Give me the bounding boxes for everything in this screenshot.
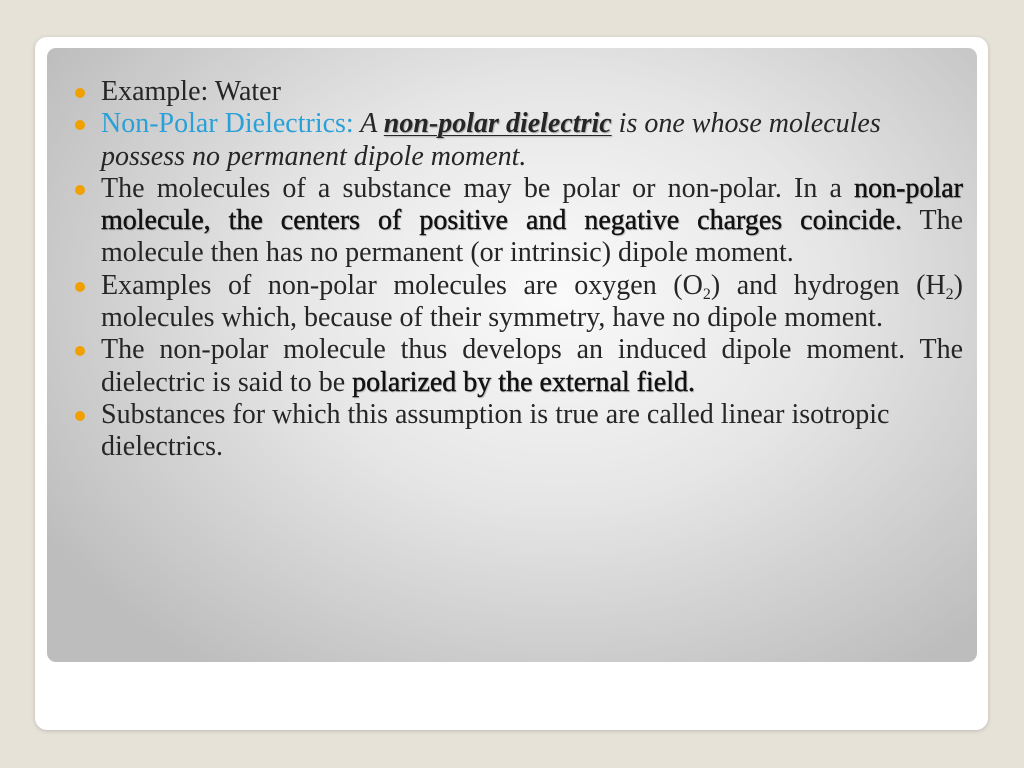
bullet-item-example-water: [101, 76, 963, 108]
bullet-list: [101, 76, 963, 464]
subscript-oxygen: 2: [702, 285, 711, 303]
bullet-item-non-polar-definition: [101, 108, 963, 173]
bullet-dot-icon: [75, 282, 85, 292]
bullet-text-start: The non-polar molecule thus develops an induced dipole moment. The dielectric is said to be: [101, 334, 963, 398]
bullet-item-linear-isotropic: [101, 399, 963, 464]
emphasis-text: polarized by the external field.: [352, 366, 695, 398]
bullet-dot-icon: [75, 185, 85, 195]
section-heading: Non-Polar Dielectrics:: [101, 108, 354, 140]
definition-text-end: is one whose molecules possess no permanent dipole moment.: [101, 108, 881, 172]
bullet-text-end: The molecule then has no permanent (or intrinsic) dipole moment.: [101, 205, 963, 269]
definition-text-start: A: [353, 108, 384, 140]
emphasis-text: non-polar molecule, the centers of positive and negative charges coincide.: [101, 172, 963, 237]
bullet-dot-icon: [75, 411, 85, 421]
bullet-dot-icon: [75, 88, 85, 98]
bullet-item-induced-dipole: [101, 334, 963, 399]
defined-term: non-polar dielectric: [383, 108, 612, 140]
bullet-text: Substances for which this assumption is true are called linear isotropic dielectrics.: [101, 398, 890, 463]
bullet-item-molecules-polarity: [101, 173, 963, 270]
bullet-text-start: The molecules of a substance may be polar or non-polar. In a: [101, 172, 855, 204]
bullet-text-middle: ) and hydrogen (H: [710, 269, 946, 301]
bullet-text: Example: Water: [101, 76, 281, 107]
bullet-text-end: ) molecules which, because of their symmetry, have no dipole moment.: [101, 269, 963, 334]
bullet-text-start: Examples of non-polar molecules are oxygen (O: [101, 269, 703, 301]
bullet-item-examples: [101, 270, 963, 335]
subscript-hydrogen: 2: [945, 285, 954, 303]
